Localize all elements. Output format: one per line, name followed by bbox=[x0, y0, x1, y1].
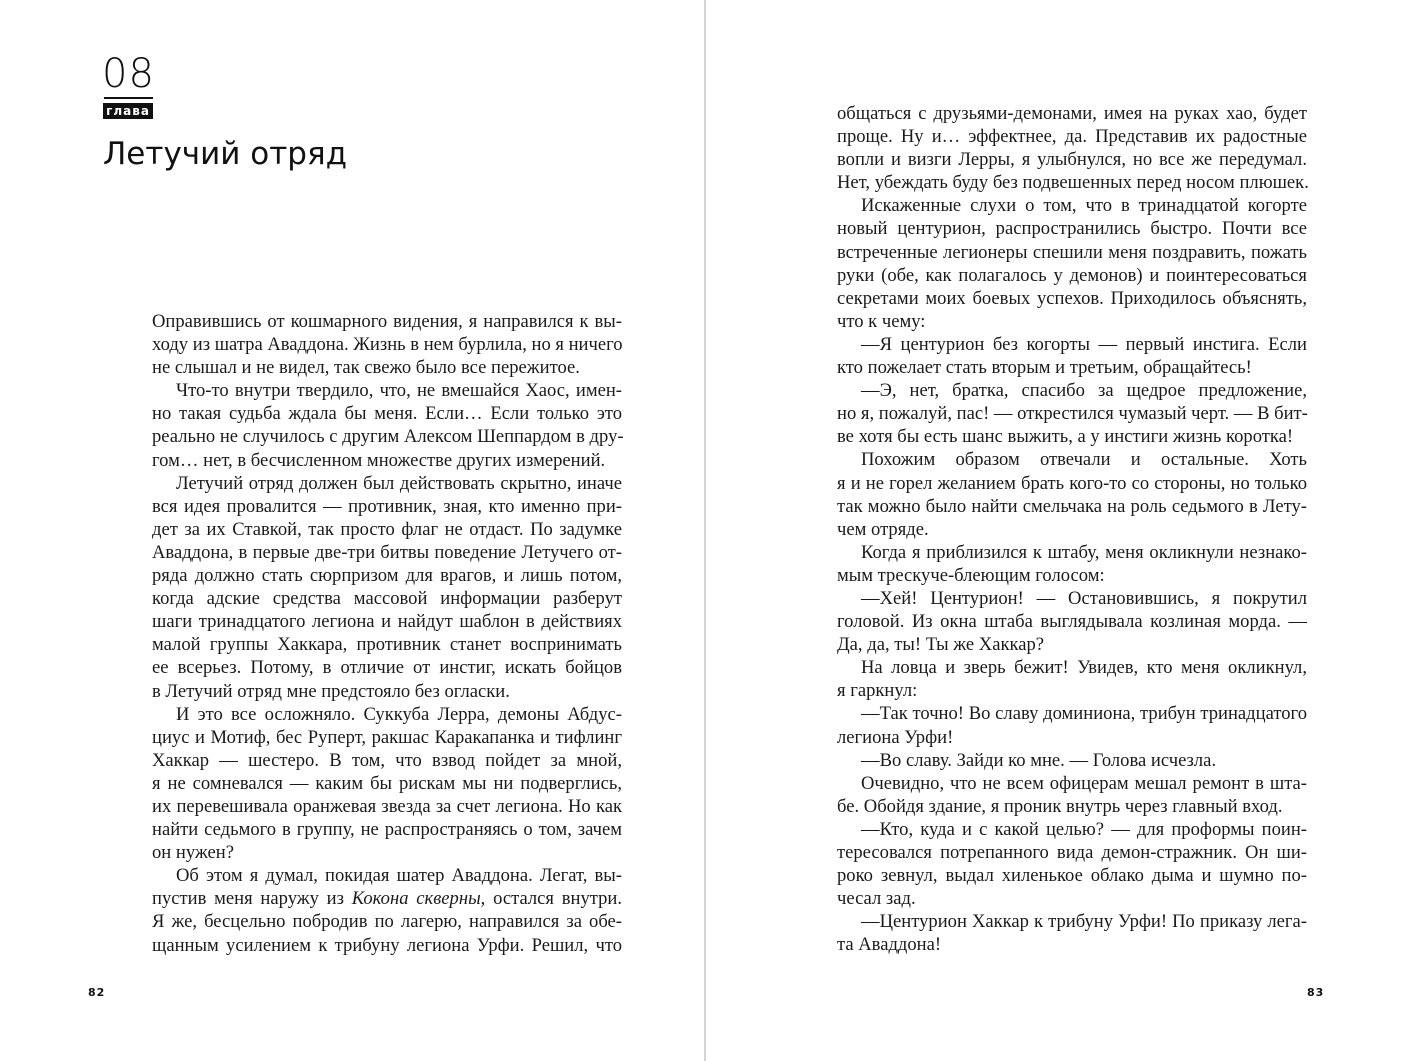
text-line: легиона Урфи! bbox=[837, 726, 954, 748]
text-line: роко зевнул, выдал хиленькое облако дыма и шумно по- bbox=[837, 865, 1307, 887]
text-line: когда адские средства массовой информации разберут bbox=[152, 588, 622, 610]
text-line: —Хей! Центурион! — Остановившись, я покрутил bbox=[861, 587, 1307, 609]
book-spine-divider bbox=[704, 0, 706, 1061]
text-line: Когда я приблизился к штабу, меня окликнули незнако- bbox=[861, 541, 1307, 563]
text-line: мым трескуче-блеющим голосом: bbox=[837, 564, 1105, 586]
text-line: Я же, бесцельно побродив по лагерю, направился за обе- bbox=[152, 911, 622, 933]
text-line: бе. Обойдя здание, я проник внутрь через главный вход. bbox=[837, 795, 1283, 817]
text-line: та Аваддона! bbox=[837, 934, 942, 956]
text-line: он нужен? bbox=[152, 842, 234, 864]
text-line: циус и Мотиф, бес Руперт, ракшас Каракапанка и тифлинг bbox=[152, 726, 622, 748]
page-number-right: 83 bbox=[1307, 986, 1325, 999]
text-line: я и не горел желанием брать кого-то со стороны, но только bbox=[837, 472, 1307, 494]
text-line: новый центурион, распространились быстро. Почти все bbox=[837, 218, 1307, 240]
text-line: ее всерьез. Потому, в отличие от инстиг, искать бойцов bbox=[152, 657, 622, 679]
text-line: так можно было найти смельчака на роль седьмого в Лету- bbox=[837, 495, 1307, 517]
text-line: реально не случилось с другим Алексом Шеппардом в дру- bbox=[152, 426, 624, 448]
text-line: вопли и визги Лерры, я улыбнулся, но все же передумал. bbox=[837, 149, 1307, 171]
text-segment: , остался внутри. bbox=[480, 888, 623, 910]
text-line: я гаркнул: bbox=[837, 680, 918, 702]
text-line: общаться с друзьями-демонами, имея на руках хао, будет bbox=[837, 103, 1307, 124]
text-line: не слышал и не видел, так свежо было все пережитое. bbox=[152, 357, 580, 379]
text-line: дет за их Ставкой, так просто флаг не отдаст. По задумке bbox=[152, 518, 622, 540]
text-line: чем отряде. bbox=[837, 518, 929, 540]
text-line: На ловца и зверь бежит! Увидев, кто меня окликнул, bbox=[861, 657, 1307, 679]
text-segment: пустив меня наружу из bbox=[152, 888, 352, 910]
text-line: —Так точно! Во славу доминиона, трибун тринадцатого bbox=[861, 703, 1307, 725]
text-line: в Летучий отряд мне предстояло без огласки. bbox=[152, 680, 510, 702]
text-line: но такая судьба ждала бы меня. Если… Если только это bbox=[152, 403, 622, 425]
text-line: щанным усилением к трибуну легиона Урфи. Решил, что bbox=[152, 934, 622, 956]
text-line: Об этом я думал, покидая шатер Аваддона. Легат, вы- bbox=[176, 865, 622, 887]
text-line: но я, пожалуй, пас! — открестился чумазый черт. — В бит- bbox=[837, 403, 1308, 425]
text-line: —Центурион Хаккар к трибуну Урфи! По приказу лега- bbox=[861, 911, 1307, 933]
text-line: —Во славу. Зайди ко мне. — Голова исчезла. bbox=[861, 749, 1217, 771]
text-line: Аваддона, в первые две-три битвы поведение Летучего от- bbox=[152, 541, 622, 563]
text-line: кто пожелает стать вторым и третьим, обращайтесь! bbox=[837, 357, 1252, 379]
text-line: —Э, нет, братка, спасибо за щедрое предложение, bbox=[861, 380, 1307, 402]
text-line: Хаккар — шестеро. В том, что взвод пойдет за мной, bbox=[152, 749, 622, 771]
text-line: проще. Ну и… эффектнее, да. Представив их радостные bbox=[837, 126, 1307, 148]
text-line: Что-то внутри твердило, что, не вмешайся Хаос, имен- bbox=[176, 380, 622, 402]
text-line: —Кто, куда и с какой целью? — для проформы поин- bbox=[861, 818, 1307, 840]
right-page-text bbox=[837, 102, 1307, 956]
text-line: встреченные легионеры спешили меня поздравить, пожать bbox=[837, 241, 1307, 263]
text-line: Искаженные слухи о том, что в тринадцатой когорте bbox=[861, 195, 1307, 217]
chapter-label: глава bbox=[103, 103, 153, 119]
text-line: Да, да, ты! Ты же Хаккар? bbox=[837, 634, 1045, 656]
text-line: Летучий отряд должен был действовать скрытно, иначе bbox=[176, 472, 622, 494]
text-line: тересовался потрепанного вида демон-стражник. Он ши- bbox=[837, 842, 1307, 863]
text-line: я не сомневался — каким бы рискам мы ни подверглись, bbox=[152, 772, 622, 794]
chapter-number: 08 bbox=[102, 51, 155, 97]
text-line: Похожим образом отвечали и остальные. Хоть bbox=[861, 449, 1307, 471]
text-line: Оправившись от кошмарного видения, я направился к вы- bbox=[152, 311, 622, 332]
chapter-title: Летучий отряд bbox=[103, 136, 348, 172]
text-line: Очевидно, что не всем офицерам мешал ремонт в шта- bbox=[861, 772, 1307, 794]
italic-text: Кокона скверны bbox=[351, 888, 481, 910]
text-line: ходу из шатра Аваддона. Жизнь в нем бурлила, но я ничего bbox=[152, 334, 623, 356]
text-line: ве хотя бы есть шанс выжить, а у инстиги жизнь коротка! bbox=[837, 426, 1294, 448]
text-line: секретами моих боевых успехов. Приходилось объяснять, bbox=[837, 287, 1307, 309]
text-line: —Я центурион без когорты — первый инстига. Если bbox=[861, 333, 1307, 355]
text-line: чесал зад. bbox=[837, 888, 916, 910]
text-line: их перевешивала оранжевая звезда за счет легиона. Но как bbox=[152, 795, 622, 817]
text-line: ряда должно стать сюрпризом для врагов, и лишь потом, bbox=[152, 565, 622, 587]
text-line: руки (обе, как полагалось у демонов) и поинтересоваться bbox=[837, 264, 1307, 286]
text-line: малой группы Хаккара, противник станет воспринимать bbox=[152, 634, 622, 656]
text-line: что к чему: bbox=[837, 310, 926, 332]
page-number-left: 82 bbox=[88, 986, 106, 999]
text-line: И это все осложняло. Суккуба Лерра, демоны Абдус- bbox=[176, 703, 622, 725]
text-line: вся идея провалится — противник, зная, кто именно при- bbox=[152, 495, 622, 517]
text-line bbox=[152, 887, 622, 910]
chapter-number-rule bbox=[104, 97, 153, 99]
text-line: шаги тринадцатого легиона и найдут шаблон в действиях bbox=[152, 611, 622, 633]
text-line: гом… нет, в бесчисленном множестве других измерений. bbox=[152, 449, 606, 471]
text-line: Нет, убеждать буду без подвешенных перед носом плюшек. bbox=[837, 172, 1309, 194]
left-page-text bbox=[152, 310, 622, 957]
text-line: найти седьмого в группу, не распространяясь о том, зачем bbox=[152, 819, 622, 841]
text-line: головой. Из окна штаба выглядывала козлиная морда. — bbox=[837, 611, 1307, 633]
